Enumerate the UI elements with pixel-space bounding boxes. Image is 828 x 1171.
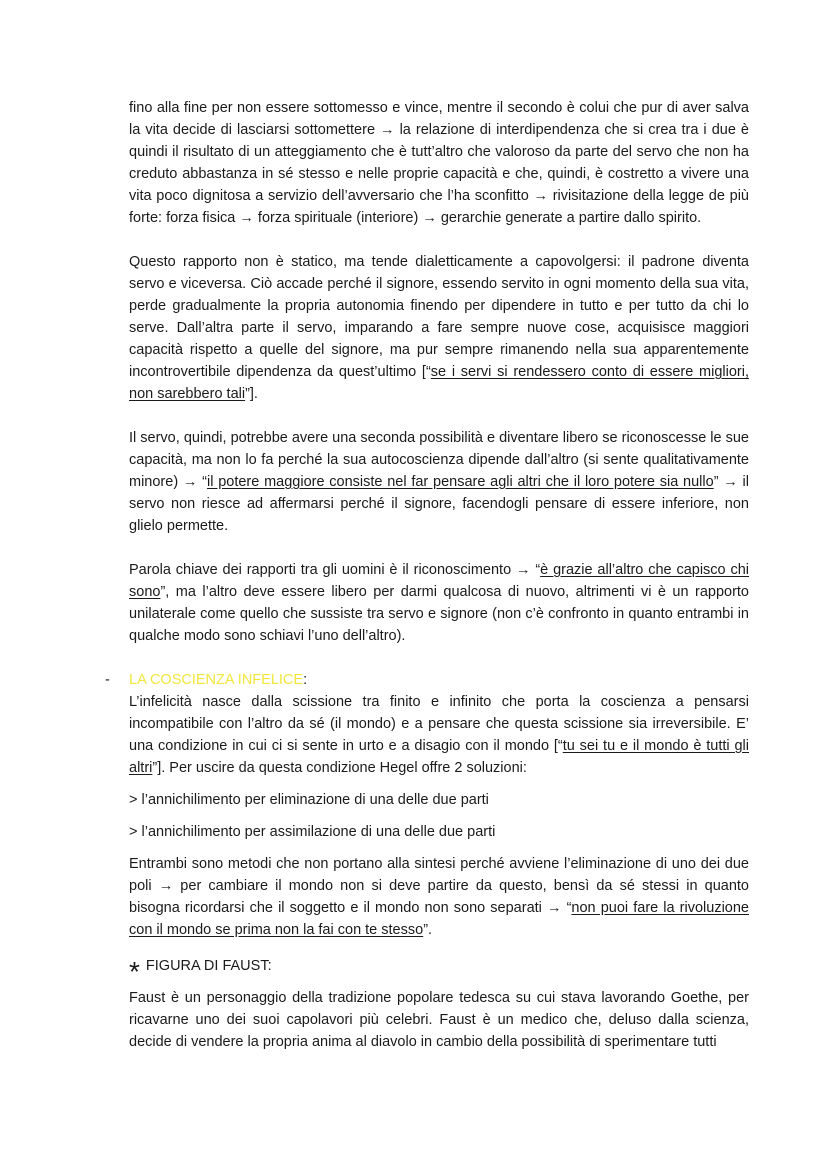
paragraph-text-end: ” → il servo non riesce ad affermarsi perché il signore, facendogli pensare di essere inferiore, non glielo permette. [129,474,749,534]
paragraph-text: Entrambi sono metodi che non portano alla sintesi perché avviene l’eliminazione di uno dei due poli → per cambiare il mondo non si deve partire da questo, bensì da sé stessi in quanto bisogna ricordarsi che il soggetto e il mondo non sono separati → “ [129,856,749,916]
faust-heading-row [129,955,749,987]
faust-heading: FIGURA DI FAUST: [145,958,272,974]
paragraph-riconoscimento [129,559,749,647]
quote-potere-maggiore: il potere maggiore consiste nel far pensare agli altri che il loro potere sia nullo [207,474,714,490]
paragraph-text-end: ”, ma l’altro deve essere libero per darmi qualcosa di nuovo, altrimenti vi è un rapporto unilaterale come quello che sussiste tra servo e signore (non c’è confronto in quanto entrambi in qualche modo sono schiavi l’uno dell’altro). [129,584,749,644]
paragraph-faust: Faust è un personaggio della tradizione popolare tedesca su cui stava lavorando Goethe, per ricavarne uno dei suoi capolavori più celebri. Faust è un medico che, deluso dalla scienza, decide di vendere la propria anima al diavolo in cambio della possibilità di sperimentare tutti [129,990,749,1050]
paragraph-text: Parola chiave dei rapporti tra gli uomini è il riconoscimento → “ [129,562,541,578]
paragraph-text: L’infelicità nasce dalla scissione tra finito e infinito che porta la coscienza a pensarsi incompatibile con l’altro da sé (il mondo) e a pensare che questa scissione sia irreversibile. E’ una condizione in cui ci si sente in urto e a disagio con il mondo [“ [129,694,749,754]
section-coscienza-infelice [105,669,749,941]
paragraph-text-end: ”]. [245,386,258,402]
paragraph-autocoscienza [129,427,749,537]
paragraph-text-end: ”. [423,922,433,938]
quote-servi-migliori: se i servi si rendessero conto di essere migliori, non sarebbero tali [129,364,749,402]
paragraph-servo-signore-end: fino alla fine per non essere sottomesso e vince, mentre il secondo è colui che pur di aver salva la vita decide di lasciarsi sottomettere → la relazione di interdipendenza che si crea tra i due è quindi il risultato di un atteggiamento che è tutt’altro che valoroso da parte del servo che non ha creduto abbastanza in sé stesso e nelle proprie capacità e che, quindi, è costretto a vivere una vita poco dignitosa a servizio dell’avversario che l’ha sconfitto → rivisitazione della legge de più forte: forza fisica → forza spirituale (interiore) → gerarchie generate a partire dallo spirito. [129,100,749,226]
heading-colon: : [303,672,308,688]
paragraph-sintesi [129,853,749,941]
section-heading: LA COSCIENZA INFELICE [129,672,304,688]
quote-tu-sei-tu: tu sei tu e il mondo è tutti gli altri [129,738,749,776]
quote-rivoluzione: non puoi fare la rivoluzione con il mondo se prima non la fai con te stesso [129,900,749,938]
asterisk-icon: * [129,956,140,987]
list-item-eliminazione: > l’annichilimento per eliminazione di una delle due parti [129,792,489,808]
paragraph-text: Questo rapporto non è statico, ma tende dialetticamente a capovolgersi: il padrone diventa servo e viceversa. Ciò accade perché il signore, essendo servito in ogni momento della sua vita, perde gradualmente la propria autonomia finendo per dipendere in tutto e per tutto da chi lo serve. Dall’altra parte il servo, imparando a fare sempre nuove cose, acquisisce maggiori capacità rispetto a quelle del signore, ma pur sempre rimanendo nella sua apparentemente incontrovertibile dipendenza da quest’ultimo [“ [129,254,749,380]
list-item-assimilazione: > l’annichilimento per assimilazione di una delle due parti [129,824,496,840]
paragraph-text-end: ”]. Per uscire da questa condizione Hegel offre 2 soluzioni: [152,760,527,776]
paragraph-infelicita [129,691,749,779]
quote-grazie-altro: è grazie all’altro che capisco chi sono [129,562,749,600]
paragraph-dialettica [129,251,749,405]
paragraph-text: Il servo, quindi, potrebbe avere una seconda possibilità e diventare libero se riconoscesse le sue capacità, ma non lo fa perché la sua autocoscienza dipende dall’altro (si sente qualitativamente minore) → “ [129,430,749,490]
page-content [105,97,749,1053]
bullet-dash: - [105,672,110,688]
